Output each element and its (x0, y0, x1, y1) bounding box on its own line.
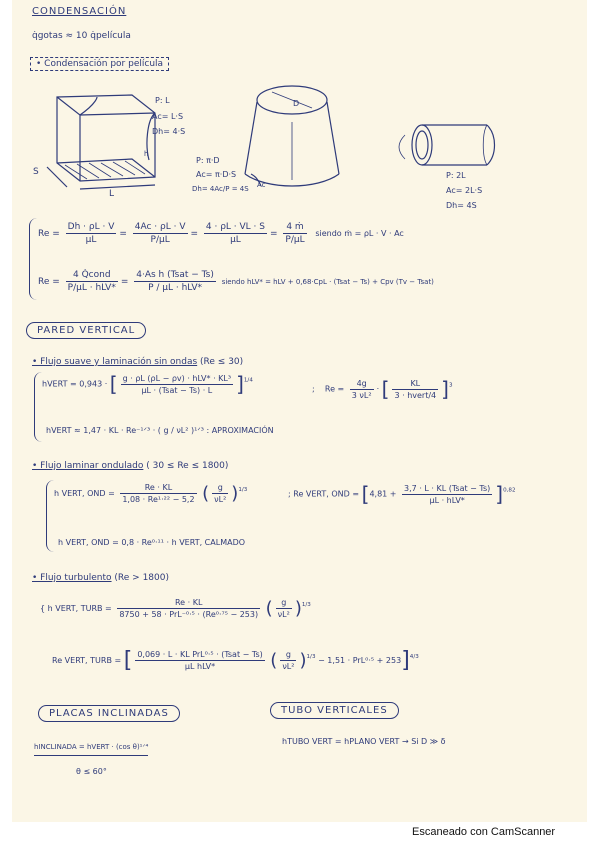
placas-inclinadas-heading: PLACAS INCLINADAS (38, 705, 180, 722)
q-relation: q̇gotas ≈ 10 q̇película (32, 31, 131, 41)
re2-frac-1: $\frac{\text{4 Q̇cond}}{\text{P/μL · hLV*}}$ (67, 270, 116, 293)
flujo-suave-heading: • Flujo suave y laminación sin ondas (Re ≤ 30) (32, 357, 244, 367)
pared-vertical-heading: PARED VERTICAL (26, 322, 146, 339)
cone-area: Ac= π·D·S (196, 170, 237, 179)
re1-frac-4: $\frac{\text{4 ṁ}}{P/\mu L}$ (285, 222, 305, 245)
page-title: CONDENSACIÓN (32, 6, 127, 17)
cone-ac-label: Ac (257, 181, 266, 189)
flujo-turbulento-heading: • Flujo turbulento (Re > 1800) (32, 573, 169, 583)
tube-dh: Dh= 4S (446, 201, 477, 210)
reynolds-eq-2: Re = $\frac{\text{4 Q̇cond}}{\text{P/μL · hLV*}}$ = $\frac{\text{4·As h (Tsat − Ts)}}{\text{P / μL · hLV*}}$ siendo hLV* = hLV + 0,68·CpL · (Tsat − Ts) + Cpv (Tv − Tsat) (38, 270, 434, 293)
h-vert-laminar-eq: hVERT = 0,943 · [ $\frac{\text{g · ρL (ρL − ρv) · hLV* · KL³}}{\text{μL · (Tsat − Ts) · L}}$ ]$^{1/4}$ (42, 372, 253, 396)
h-vert-approx-eq: hVERT ≈ 1,47 · KL · Re⁻¹ᐟ³ · ( g / νL² )¹ᐟ³ : APROXIMACIÓN (46, 426, 274, 435)
cone-dh: Dh= 4Ac/P = 4S (192, 185, 249, 193)
tubo-verticales-heading: TUBO VERTICALES (270, 702, 399, 719)
plate-perimeter: P: L (155, 96, 170, 105)
plate-diagram (37, 85, 167, 195)
re2-siendo: siendo hLV* = hLV + 0,68·CpL · (Tsat − Ts) + Cpv (Tv − Tsat) (221, 278, 434, 286)
re1-frac-1: $\frac{Dh \cdot \rho L \cdot V}{\mu L}$ (67, 222, 115, 245)
h-vert-ond-eq: h VERT, OND = $\frac{Re \cdot KL}{\text{1,08 · Re¹·²² − 5,2}}$ ( $\frac{g}{\text{νL²}}$ )$^{1/3}$ (54, 483, 248, 504)
plate-dh: Dh= 4·S (152, 127, 186, 136)
re1-siendo: siendo ṁ = ρL · V · Ac (315, 229, 404, 238)
condensacion-label: • Condensación por película (30, 57, 169, 71)
reynolds-eq-1: Re = $\frac{Dh \cdot \rho L \cdot V}{\mu L}$ = $\frac{4Ac \cdot \rho L \cdot V}{P/\mu L}$ = $\frac{4 \cdot \rho L \cdot VL \cdot S}{\mu L}$ = $\frac{\text{4 ṁ}}{P/\mu L}$ siendo ṁ = ρL · V · Ac (38, 222, 404, 245)
re-lhs-1: Re = (38, 229, 60, 239)
tube-area: Ac= 2L·S (446, 186, 483, 195)
scanned-notes-page (12, 0, 587, 822)
re1-frac-3: $\frac{4 \cdot \rho L \cdot VL \cdot S}{\mu L}$ (205, 222, 265, 245)
theta-condition: θ ≤ 60° (76, 767, 107, 776)
h-tubo-vert-eq: hTUBO VERT = hPLANO VERT → Si D ≫ δ (282, 737, 446, 746)
cone-dim-d: D (293, 99, 300, 108)
h-inclinada-eq: hINCLINADA = hVERT · (cos θ)¹ᐟ⁴ (34, 743, 148, 756)
cone-perimeter: P: π·D (196, 156, 220, 165)
h-vert-ond-calmado-eq: h VERT, OND = 0,8 · Re⁰·¹¹ · h VERT, CALMADO (58, 538, 246, 547)
flujo-ondulado-heading: • Flujo laminar ondulado ( 30 ≤ Re ≤ 1800) (32, 461, 229, 471)
plate-dim-s: S (33, 167, 39, 177)
scanner-footer: Escaneado con CamScanner (412, 826, 556, 838)
cone-diagram (237, 82, 347, 192)
re-vert-turb-eq: Re VERT, TURB = [ $\frac{\text{0,069 · L · KL PrL⁰·⁵ · (Tsat − Ts)}}{\text{μL hLV*}}$ ( $\frac{g}{\text{νL²}}$ )$^{1/3}$ − 1,51 · PrL⁰·⁵ + 253]$^{4/3}$ (52, 648, 419, 673)
reynolds-brace (29, 218, 38, 300)
re-laminar-eq: ; Re = $\frac{4g}{\text{3 νL²}}$ · [ $\frac{KL}{\text{3 · hvert/4}}$ ]$^3$ (312, 377, 453, 401)
plate-area: Ac= L·S (152, 112, 184, 121)
h-vert-turb-eq: { h VERT, TURB = $\frac{Re \cdot KL}{\text{8750 + 58 · PrL⁻⁰·⁵ · (Re⁰·⁷⁵ − 253)}}$ ( $\frac{g}{\text{νL²}}$ )$^{1/3}$ (40, 598, 311, 619)
re1-frac-2: $\frac{4Ac \cdot \rho L \cdot V}{P/\mu L}$ (134, 222, 186, 245)
tube-diagram (397, 115, 517, 175)
re-vert-ond-eq: ; Re VERT, OND = [4,81 + $\frac{\text{3,7 · L · KL (Tsat − Ts)}}{\text{μL · hLV*}}$ ]$^{0,82}$ (288, 482, 516, 506)
re2-frac-2: $\frac{\text{4·As h (Tsat − Ts)}}{\text{P / μL · hLV*}}$ (136, 270, 214, 293)
plate-dim-l: L (109, 189, 115, 199)
re-lhs-2: Re = (38, 277, 60, 287)
plate-dim-h: h (144, 150, 149, 158)
tube-perimeter: P: 2L (446, 171, 466, 180)
